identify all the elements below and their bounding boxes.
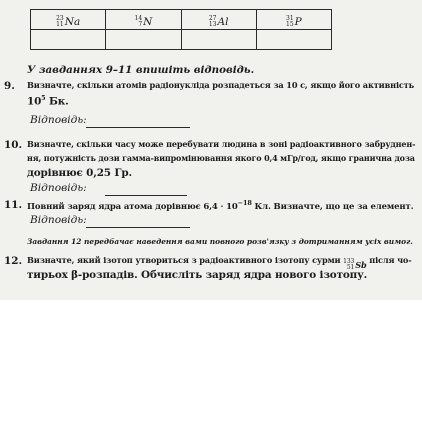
- table-row: [31, 30, 332, 50]
- question-number: 11.: [4, 199, 23, 211]
- table-row: [31, 10, 332, 30]
- answer-9-line[interactable]: [86, 127, 190, 128]
- question-text: Визначте, скільки атомів радіонукліда розпадеться за 10 с, якщо його активність: [27, 80, 415, 90]
- answer-label: Відповідь:: [30, 214, 87, 226]
- answer-label: Відповідь:: [30, 114, 87, 126]
- instruction-9-11: У завданнях 9–11 впишіть відповідь.: [27, 64, 255, 76]
- answer-label: Відповідь:: [30, 182, 87, 194]
- question-number: 9.: [4, 80, 15, 92]
- table-cell-n: 14 7 N: [106, 10, 181, 30]
- question-text: Визначте, який ізотоп утвориться з радіоактивного ізотопу сурми 133 51 Sb після чо-: [27, 255, 412, 271]
- table-cell-na: 23 11 Na: [31, 10, 106, 30]
- table-answer-cell[interactable]: [181, 30, 256, 50]
- answer-10-line[interactable]: [105, 195, 187, 196]
- answer-11-line[interactable]: [86, 227, 190, 228]
- table-cell-al: 27 13 Al: [181, 10, 256, 30]
- instruction-12: Завдання 12 передбачає наведення вами повного розв'язку з дотриманням усіх вимог.: [27, 237, 413, 246]
- table-answer-cell[interactable]: [106, 30, 181, 50]
- isotope-table: [30, 9, 332, 50]
- question-text: Повний заряд ядра атома дорівнює $6,4 \cdot 10^{-18}$ Кл. Визначте, що це за елемент.: [27, 199, 414, 212]
- table-cell-p: 31 15 P: [256, 10, 331, 30]
- worksheet: 23 11 Na 14 7 N 27 13 Al 31 15 P У завданнях 9–11 впишіть відповідь. 9. Визначте, скільки атомів радіонукліда розпадеться за 10 с, якщо його активність $10^5$ Бк. Відповідь: 10. Визначте, скільки часу може перебувати людина в зоні радіоактивного забруднен- ня, потужність дози гамма-випромінювання якого 0,4 мГр/год, якщо гранична доза дорівнює 0,25 Гр. Відповідь: 11. Повний заряд ядра атома дорівнює $6,4 \cdot 10^{-18}$ Кл. Визначте, що це за елемент. Відповідь: Завдання 12 передбачає наведення вами повного розв'язку з дотриманням усіх вимог. 12. Визначте, який ізотоп утвориться з радіоактивного ізотопу сурми 133 51 Sb після чо- тирьох β-розпадів. Обчисліть заряд ядра нового ізотопу.: [0, 0, 422, 300]
- table-answer-cell[interactable]: [31, 30, 106, 50]
- table-answer-cell[interactable]: [256, 30, 331, 50]
- question-number: 12.: [4, 255, 23, 267]
- question-number: 10.: [4, 139, 23, 151]
- question-text: Визначте, скільки часу може перебувати людина в зоні радіоактивного забруднен-: [27, 139, 416, 149]
